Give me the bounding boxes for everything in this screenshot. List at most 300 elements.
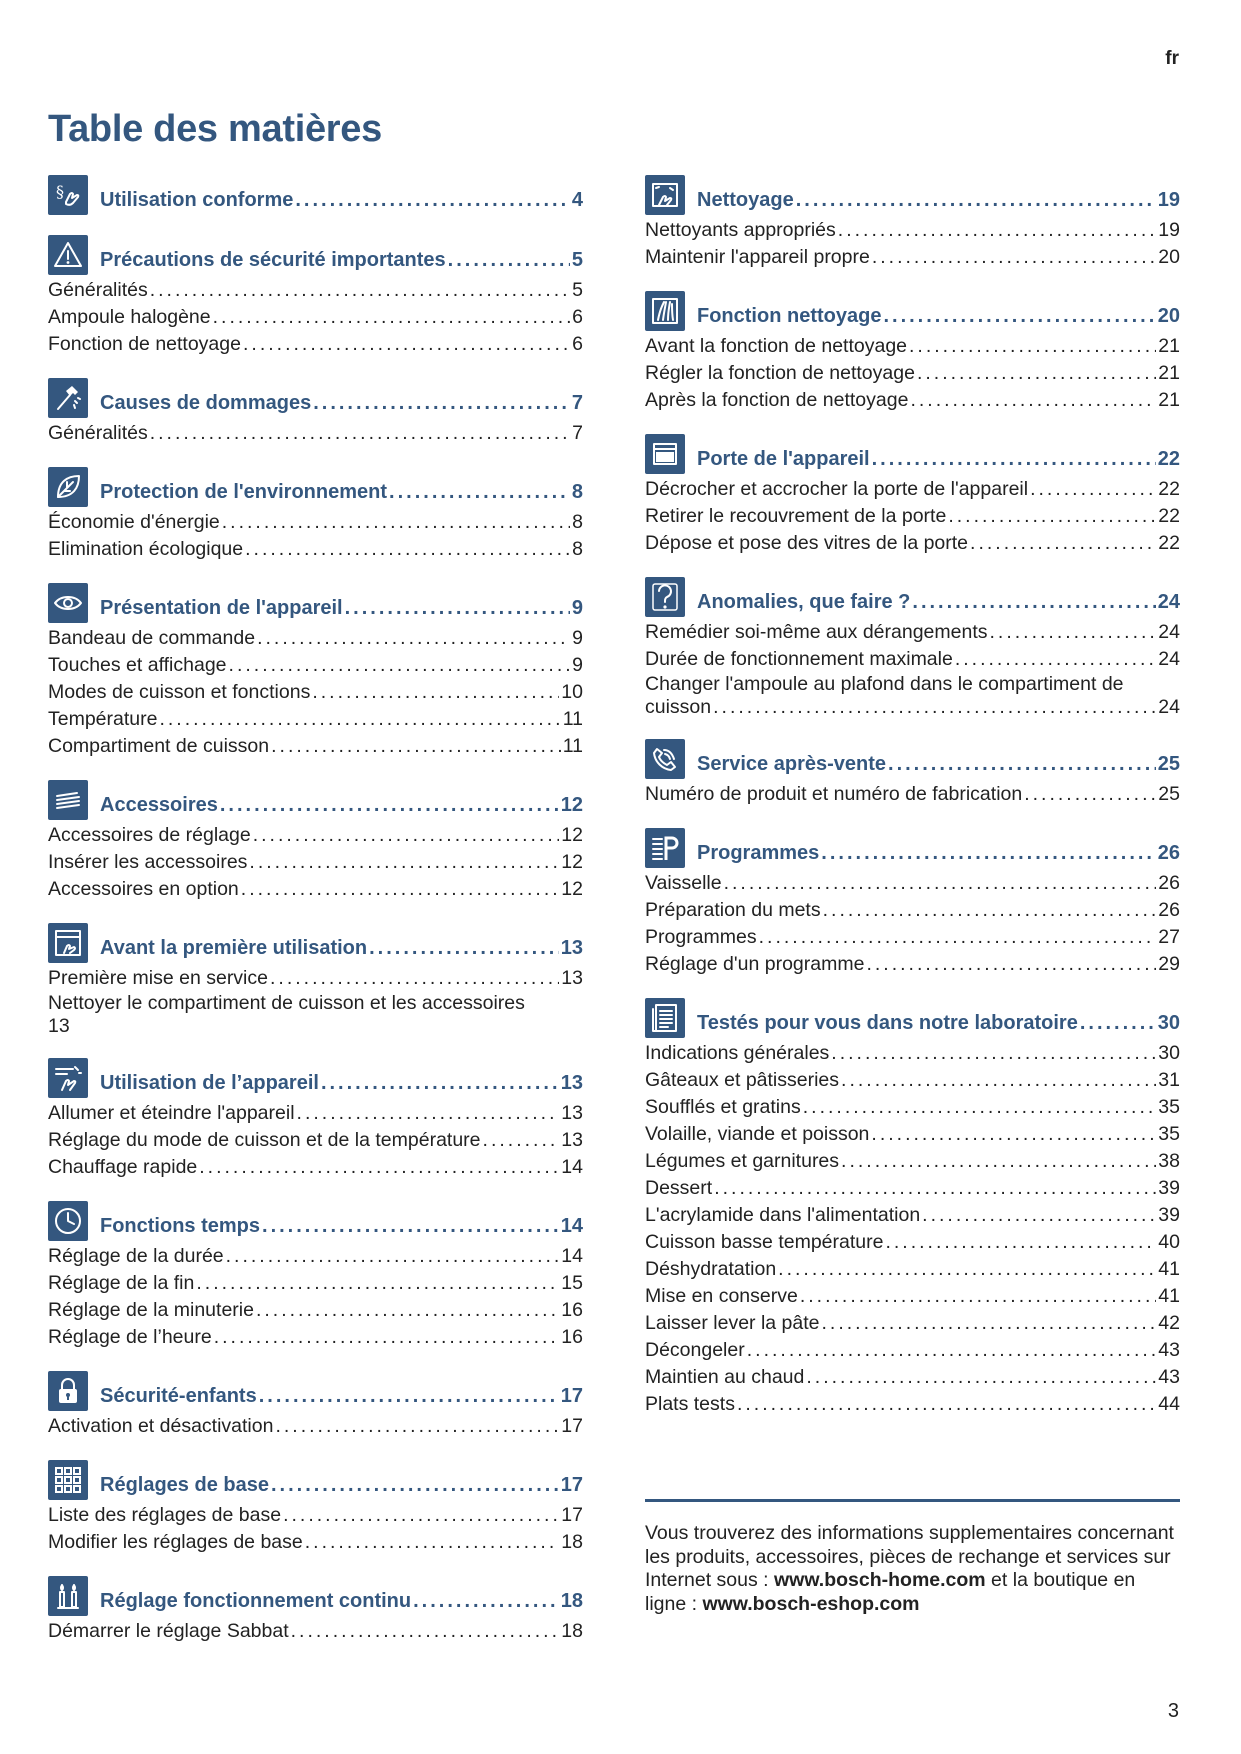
page-ref: 14 — [561, 1245, 583, 1267]
toc-section-avant-la-premiere-utilisation — [48, 921, 583, 1038]
page-ref: 35 — [1158, 1123, 1180, 1145]
dot-leader — [883, 303, 1155, 329]
note-text-2: et la boutique en ligne : — [645, 1569, 1136, 1615]
section-title-link[interactable] — [697, 303, 1180, 331]
toc-entry[interactable] — [645, 360, 1180, 387]
section-title-link[interactable] — [100, 1383, 583, 1411]
toc-section-programmes — [645, 826, 1180, 978]
dot-leader — [222, 509, 570, 536]
section-title-link[interactable] — [697, 589, 1180, 617]
dot-leader — [196, 1270, 559, 1297]
dot-leader — [313, 390, 570, 416]
dot-leader — [796, 187, 1156, 213]
entry-label: Précautions de sécurité importantes — [100, 249, 446, 271]
page-ref: 43 — [1158, 1366, 1180, 1388]
toc-entry[interactable] — [48, 1270, 583, 1297]
entry-label: Légumes et garnitures — [645, 1150, 840, 1172]
dot-leader — [724, 870, 1157, 897]
section-title-link[interactable] — [100, 390, 583, 418]
toc-section-utilisation-conforme — [48, 173, 583, 215]
section-title-link[interactable] — [100, 1070, 583, 1098]
question-icon — [645, 577, 685, 617]
section-heading — [48, 1574, 583, 1616]
toc-entry[interactable] — [645, 897, 1180, 924]
toc-entry[interactable] — [48, 876, 583, 903]
toc-entry[interactable] — [48, 1100, 583, 1127]
entry-label: Dessert — [645, 1177, 713, 1199]
toc-section-precautions-de-securite-importantes — [48, 233, 583, 358]
entry-label: Avant la fonction de nettoyage — [645, 335, 908, 357]
page-ref: 6 — [572, 333, 583, 355]
toc-entry[interactable] — [645, 217, 1180, 244]
toc-entry[interactable] — [645, 1175, 1180, 1202]
dot-leader — [256, 1297, 559, 1324]
toc-entry[interactable] — [48, 331, 583, 358]
dot-leader — [220, 792, 559, 818]
toc-entry[interactable] — [48, 420, 583, 447]
page-ref: 10 — [561, 681, 583, 703]
page-ref: 27 — [1158, 926, 1180, 948]
dot-leader — [800, 1283, 1156, 1310]
dot-leader — [806, 1364, 1156, 1391]
dot-leader — [297, 1100, 560, 1127]
dot-leader — [713, 696, 1156, 719]
dot-leader — [922, 1202, 1156, 1229]
page-ref: 24 — [1157, 591, 1180, 613]
dot-leader — [295, 187, 570, 213]
page-ref: 13 — [48, 1015, 70, 1037]
dot-leader — [885, 1229, 1156, 1256]
entry-label: Généralités — [48, 279, 148, 301]
entry-label: Bandeau de commande — [48, 627, 256, 649]
leaf-icon — [48, 467, 88, 507]
section-heading — [48, 173, 583, 215]
page-ref: 14 — [561, 1156, 583, 1178]
section-title-link[interactable] — [100, 247, 583, 275]
toc-entry[interactable] — [645, 781, 1180, 808]
page-ref: 6 — [572, 306, 583, 328]
toc-entry[interactable] — [645, 646, 1180, 673]
phone-icon — [645, 739, 685, 779]
entry-label: Réglage fonctionnement continu — [100, 1590, 412, 1612]
entry-label: Fonction de nettoyage — [48, 333, 241, 355]
page-ref: 39 — [1158, 1204, 1180, 1226]
toc-section-accessoires — [48, 778, 583, 903]
entry-label: L'acrylamide dans l'alimentation — [645, 1204, 921, 1226]
page-ref: 40 — [1158, 1231, 1180, 1253]
dot-leader — [291, 1618, 560, 1645]
toc-section-securite-enfants — [48, 1369, 583, 1440]
page-ref: 41 — [1158, 1258, 1180, 1280]
entry-label: Réglage du mode de cuisson et de la température — [48, 1129, 481, 1151]
section-heading — [48, 1369, 583, 1411]
page-ref: 11 — [562, 708, 583, 730]
dot-leader — [822, 1310, 1157, 1337]
bosch-home-link[interactable]: www.bosch-home.com — [774, 1569, 986, 1591]
entry-label: Nettoyage — [697, 189, 794, 211]
toc-entry[interactable] — [645, 1202, 1180, 1229]
toc-entry[interactable] — [645, 1256, 1180, 1283]
toc-entry[interactable] — [645, 503, 1180, 530]
page-ref: 9 — [571, 597, 583, 619]
page-ref: 25 — [1158, 783, 1180, 805]
toc-entry[interactable] — [48, 277, 583, 304]
toc-entry[interactable] — [645, 530, 1180, 557]
toc-entry[interactable] — [645, 1094, 1180, 1121]
dot-leader — [257, 625, 570, 652]
bosch-eshop-link[interactable]: www.bosch-eshop.com — [702, 1592, 920, 1615]
entry-label: Réglages de base — [100, 1474, 269, 1496]
entry-label: Indications générales — [645, 1042, 830, 1064]
entry-label: Fonction nettoyage — [697, 305, 882, 327]
page-ref: 25 — [1157, 753, 1180, 775]
lab-document-icon — [645, 998, 685, 1038]
entry-label: Avant la première utilisation — [100, 937, 368, 959]
page-ref: 11 — [562, 735, 583, 757]
page-ref: 24 — [1158, 621, 1180, 643]
toc-entry[interactable] — [48, 509, 583, 536]
section-heading — [48, 778, 583, 820]
dot-leader — [243, 331, 570, 358]
toc-entry[interactable] — [48, 1154, 583, 1181]
dot-leader — [970, 530, 1156, 557]
dot-leader — [159, 706, 560, 733]
dot-leader — [871, 1121, 1156, 1148]
dot-leader — [249, 849, 559, 876]
dot-leader — [259, 1383, 559, 1409]
page-ref: 22 — [1158, 532, 1180, 554]
section-title-link[interactable] — [697, 187, 1180, 215]
page-ref: 13 — [561, 1129, 583, 1151]
dot-leader — [841, 1148, 1156, 1175]
dot-leader — [912, 589, 1155, 615]
section-heading — [48, 376, 583, 418]
dot-leader — [841, 1067, 1156, 1094]
dot-leader — [213, 304, 571, 331]
hand-operate-icon — [48, 1058, 88, 1098]
section-title-link[interactable] — [100, 1472, 583, 1500]
page-ref: 21 — [1158, 389, 1180, 411]
note-divider — [645, 1499, 1180, 1502]
toc-entry[interactable] — [48, 652, 583, 679]
dot-leader — [150, 420, 570, 447]
entry-label: Causes de dommages — [100, 392, 312, 414]
toc-entry[interactable] — [645, 924, 1180, 951]
page-ref: 44 — [1158, 1393, 1180, 1415]
toc-right-column — [645, 173, 1180, 1436]
toc-entry[interactable] — [48, 1413, 583, 1440]
entry-label: Décrocher et accrocher la porte de l'appareil — [645, 478, 1029, 500]
page-ref: 16 — [561, 1326, 583, 1348]
section-title-link[interactable] — [100, 1588, 583, 1616]
page-ref: 7 — [571, 392, 583, 414]
toc-entry[interactable] — [645, 1283, 1180, 1310]
page-ref: 9 — [572, 627, 583, 649]
dot-leader — [917, 360, 1156, 387]
entry-label: Elimination écologique — [48, 538, 244, 560]
dot-leader — [275, 1413, 559, 1440]
page-ref: 20 — [1157, 305, 1180, 327]
page-ref: 41 — [1158, 1285, 1180, 1307]
entry-label: Service après-vente — [697, 753, 887, 775]
entry-label: Anomalies, que faire ? — [697, 591, 911, 613]
entry-label: Ampoule halogène — [48, 306, 211, 328]
entry-label: Changer l'ampoule au plafond dans le compartiment de — [645, 673, 1124, 695]
toc-section-porte-de-l-appareil — [645, 432, 1180, 557]
online-info-note — [645, 1522, 1180, 1616]
toc-entry[interactable] — [645, 1337, 1180, 1364]
toc-entry[interactable] — [645, 333, 1180, 360]
entry-label: Volaille, viande et poisson — [645, 1123, 870, 1145]
page-ref: 18 — [561, 1531, 583, 1553]
entry-label: Utilisation conforme — [100, 189, 294, 211]
lock-icon — [48, 1371, 88, 1411]
entry-label: Mise en conserve — [645, 1285, 798, 1307]
toc-entry[interactable] — [48, 822, 583, 849]
toc-section-anomalies-que-faire — [645, 575, 1180, 719]
toc-entry[interactable] — [48, 536, 583, 563]
section-heading — [48, 1199, 583, 1241]
page-ref: 17 — [561, 1415, 583, 1437]
page-ref: 31 — [1158, 1069, 1180, 1091]
dot-leader — [948, 503, 1156, 530]
dot-leader — [199, 1154, 559, 1181]
page-ref: 12 — [561, 851, 583, 873]
toc-entry[interactable] — [645, 619, 1180, 646]
toc-section-service-apres-vente — [645, 737, 1180, 808]
page-ref: 35 — [1158, 1096, 1180, 1118]
dot-leader — [262, 1213, 559, 1239]
entry-label: Cuisson basse température — [645, 1231, 884, 1253]
page-ref: 17 — [561, 1504, 583, 1526]
toc-left-column — [48, 173, 583, 1663]
dot-leader — [271, 733, 561, 760]
dot-leader — [759, 924, 1157, 951]
page-ref: 5 — [571, 249, 583, 271]
toc-entry[interactable] — [645, 951, 1180, 978]
toc-entry[interactable] — [48, 679, 583, 706]
toc-section-reglage-fonctionnement-continu — [48, 1574, 583, 1645]
entry-label: Chauffage rapide — [48, 1156, 198, 1178]
toc-entry[interactable] — [48, 849, 583, 876]
section-title-link[interactable] — [697, 1010, 1180, 1038]
entry-label: Réglage de l’heure — [48, 1326, 212, 1348]
toc-entry[interactable] — [645, 1364, 1180, 1391]
page-ref: 8 — [572, 511, 583, 533]
entry-label: Première mise en service — [48, 967, 268, 989]
dot-leader — [747, 1337, 1157, 1364]
toc-entry[interactable] — [48, 1324, 583, 1351]
entry-label: Réglage d'un programme — [645, 953, 865, 975]
dot-leader — [229, 652, 571, 679]
dot-leader — [150, 277, 570, 304]
section-title-link[interactable] — [100, 935, 583, 963]
dot-leader — [214, 1324, 560, 1351]
section-title-link[interactable] — [100, 187, 583, 215]
dot-leader — [737, 1391, 1156, 1418]
toc-entry[interactable] — [645, 1040, 1180, 1067]
dot-leader — [888, 751, 1156, 777]
page-ref: 16 — [561, 1299, 583, 1321]
toc-entry[interactable] — [645, 476, 1180, 503]
page-ref: 22 — [1158, 505, 1180, 527]
entry-label: Utilisation de l’appareil — [100, 1072, 319, 1094]
page-ref: 30 — [1158, 1042, 1180, 1064]
dot-leader — [866, 951, 1156, 978]
toc-entry[interactable] — [645, 1310, 1180, 1337]
dot-leader — [1030, 476, 1156, 503]
note-text-1: Vous trouverez des informations supplementaires concernant les produits, accessoires, pièces de rechange et services sur Internet sous : — [645, 1522, 1174, 1591]
toc-entry[interactable] — [48, 1297, 583, 1324]
toc-entry-wrapped[interactable] — [645, 673, 1180, 719]
section-heading — [48, 233, 583, 275]
toc-entry[interactable] — [48, 304, 583, 331]
section-title-link[interactable] — [100, 792, 583, 820]
page-ref: 13 — [560, 937, 583, 959]
page-ref: 13 — [560, 1072, 583, 1094]
section-heading — [48, 921, 583, 963]
page-ref: 7 — [572, 422, 583, 444]
toc-section-fonction-nettoyage — [645, 289, 1180, 414]
entry-label: Économie d'énergie — [48, 511, 220, 533]
toc-entry[interactable] — [645, 870, 1180, 897]
toc-entry[interactable] — [48, 1127, 583, 1154]
page-ref: 13 — [561, 1102, 583, 1124]
section-title-link[interactable] — [100, 479, 583, 507]
cleaning-hand-icon — [645, 175, 685, 215]
page-ref: 24 — [1158, 648, 1180, 670]
page-number: 3 — [1167, 1700, 1179, 1722]
entry-label: Maintien au chaud — [645, 1366, 805, 1388]
toc-entry[interactable] — [645, 1229, 1180, 1256]
entry-label: Programmes — [697, 842, 820, 864]
page-ref: 21 — [1158, 335, 1180, 357]
dot-leader — [345, 595, 570, 621]
entry-label: Soufflés et gratins — [645, 1096, 801, 1118]
section-heading — [645, 826, 1180, 868]
toc-entry[interactable] — [48, 1243, 583, 1270]
section-heading — [645, 432, 1180, 474]
entry-label: Laisser lever la pâte — [645, 1312, 820, 1334]
page-ref: 26 — [1158, 899, 1180, 921]
toc-entry[interactable] — [48, 733, 583, 760]
section-heading — [645, 996, 1180, 1038]
toc-entry[interactable] — [48, 706, 583, 733]
toc-entry[interactable] — [645, 244, 1180, 271]
grid-icon — [48, 1460, 88, 1500]
entry-label: cuisson — [645, 696, 712, 718]
toc-entry[interactable] — [48, 1529, 583, 1556]
entry-label: Activation et désactivation — [48, 1415, 274, 1437]
toc-entry[interactable] — [645, 1148, 1180, 1175]
dot-leader — [803, 1094, 1157, 1121]
page-ref: 26 — [1157, 842, 1180, 864]
toc-entry[interactable] — [48, 625, 583, 652]
dot-leader — [838, 217, 1157, 244]
entry-label: Plats tests — [645, 1393, 735, 1415]
section-title-link[interactable] — [100, 595, 583, 623]
section-title-link[interactable] — [697, 446, 1180, 474]
section-title-link[interactable] — [100, 1213, 583, 1241]
toc-entry[interactable] — [645, 1067, 1180, 1094]
toc-entry-wrapped[interactable] — [48, 992, 583, 1038]
clock-icon — [48, 1201, 88, 1241]
dot-leader — [1080, 1010, 1156, 1036]
dot-leader — [778, 1256, 1156, 1283]
page-ref: 30 — [1157, 1012, 1180, 1034]
page-ref: 29 — [1158, 953, 1180, 975]
page-ref: 19 — [1158, 219, 1180, 241]
dot-leader — [271, 1472, 559, 1498]
page-ref: 13 — [561, 967, 583, 989]
section-title-link[interactable] — [697, 751, 1180, 779]
programs-icon — [645, 828, 685, 868]
entry-label: Numéro de produit et numéro de fabrication — [645, 783, 1023, 805]
entry-label: Température — [48, 708, 158, 730]
section-heading — [48, 581, 583, 623]
page-ref: 12 — [561, 824, 583, 846]
page-ref: 22 — [1158, 478, 1180, 500]
toc-entry[interactable] — [48, 1618, 583, 1645]
toc-section-presentation-de-l-appareil — [48, 581, 583, 760]
toc-entry[interactable] — [645, 1121, 1180, 1148]
section-heading — [48, 1056, 583, 1098]
entry-label: Décongeler — [645, 1339, 745, 1361]
paragraph-hand-icon — [48, 175, 88, 215]
page-ref: 14 — [560, 1215, 583, 1237]
entry-label: Durée de fonctionnement maximale — [645, 648, 953, 670]
dot-leader — [483, 1127, 560, 1154]
page-ref: 26 — [1158, 872, 1180, 894]
entry-label: Liste des réglages de base — [48, 1504, 282, 1526]
entry-label: Accessoires — [100, 794, 218, 816]
toc-entry[interactable] — [48, 1502, 583, 1529]
entry-label: Retirer le recouvrement de la porte — [645, 505, 947, 527]
entry-label: Dépose et pose des vitres de la porte — [645, 532, 969, 554]
toc-entry[interactable] — [645, 387, 1180, 414]
pyrolysis-icon — [645, 291, 685, 331]
entry-label: Réglage de la fin — [48, 1272, 195, 1294]
page-ref: 19 — [1157, 189, 1180, 211]
entry-label: Modes de cuisson et fonctions — [48, 681, 311, 703]
first-use-icon — [48, 923, 88, 963]
page-ref: 18 — [560, 1590, 583, 1612]
section-heading — [645, 575, 1180, 617]
toc-entry-wrapped-line2[interactable] — [645, 696, 1180, 719]
toc-section-protection-de-l-environnement — [48, 465, 583, 563]
page-ref: 15 — [561, 1272, 583, 1294]
dot-leader — [448, 247, 570, 273]
page-ref: 18 — [561, 1620, 583, 1642]
toc-section-reglages-de-base — [48, 1458, 583, 1556]
page-ref: 5 — [572, 279, 583, 301]
dot-leader — [909, 333, 1156, 360]
page-ref: 17 — [560, 1385, 583, 1407]
toc-entry[interactable] — [645, 1391, 1180, 1418]
dot-leader — [389, 479, 570, 505]
dot-leader — [413, 1588, 559, 1614]
dot-leader — [253, 822, 560, 849]
entry-label: Réglage de la minuterie — [48, 1299, 254, 1321]
page-ref: 22 — [1157, 448, 1180, 470]
toc-entry[interactable] — [48, 965, 583, 992]
dot-leader — [714, 1175, 1156, 1202]
warning-triangle-icon — [48, 235, 88, 275]
dot-leader — [1024, 781, 1156, 808]
toc-section-fonctions-temps — [48, 1199, 583, 1351]
candles-icon — [48, 1576, 88, 1616]
section-title-link[interactable] — [697, 840, 1180, 868]
